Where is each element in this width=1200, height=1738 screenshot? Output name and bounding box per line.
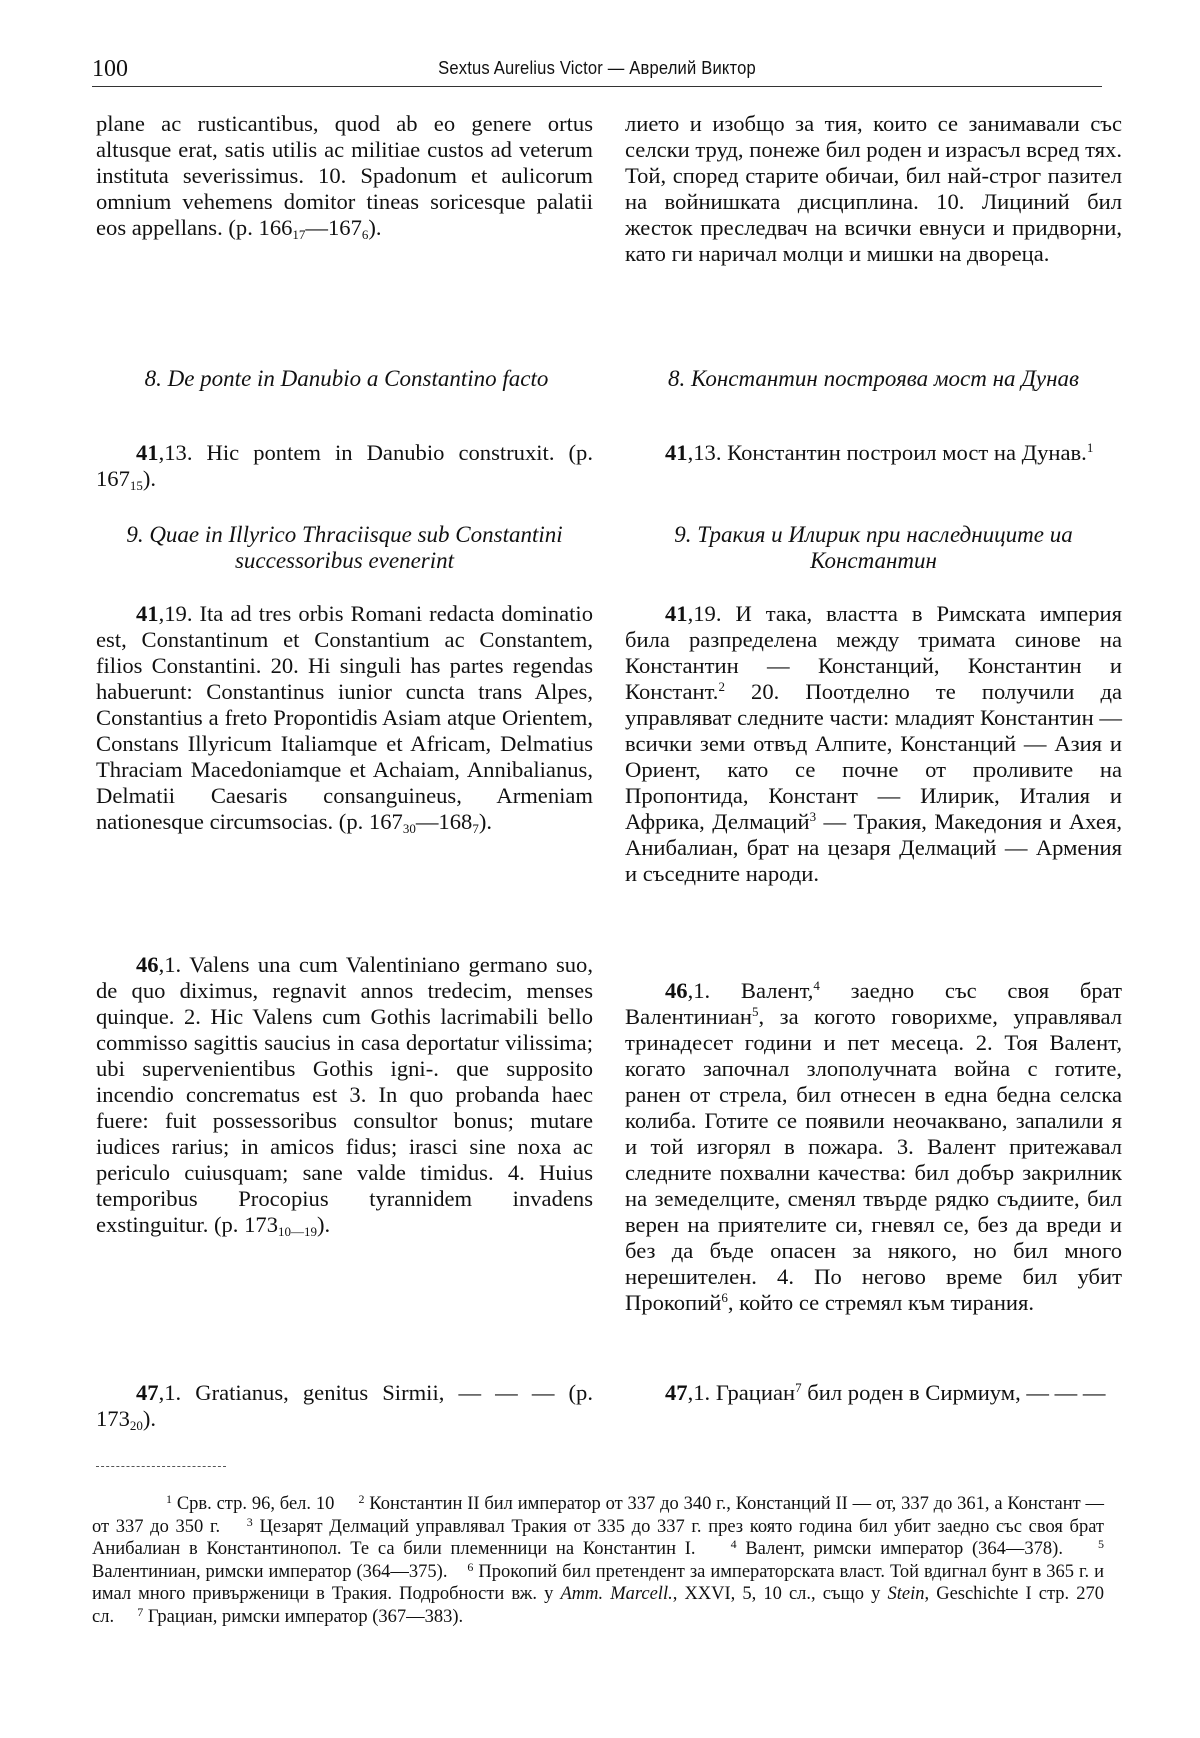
subscript: 7 — [472, 821, 479, 836]
chapter-ref: 41 — [665, 440, 688, 465]
bulgarian-section-8-paragraph — [625, 440, 1122, 466]
text: ,1. Gratianus, genitus Sirmii, — — — (p. 173 — [96, 1380, 593, 1431]
text: ). — [142, 1406, 157, 1431]
text: бил роден в Сирмиум, — — — — [801, 1380, 1106, 1405]
footnote-4: Валент, римски император (364—378). — [736, 1539, 1063, 1559]
subscript: 30 — [402, 821, 416, 836]
heading-text: 8. De ponte in Danubio a Constantino facto — [144, 366, 549, 391]
subscript: 10—19 — [278, 1224, 317, 1239]
text: ,1. Valens una cum Valentiniano germano suo, de quo diximus, regnavit annos tredecim, menses quinque. 2. Hic Valens cum Gothis lacrimabili bello commisso sagittis saucius in casa deportatur vilissima; ubi supervenientibus Gothis igni-. que supposito incendio concrematus est 3. In quo probanda haec fuere: fuit possessoribus consultor bonus; mutare iudices rarius; in amicos fidus; irasci sine noxa ac periculo cuiusquam; sane valde timidus. 4. Huius temporibus Procopius tyrannidem invadens exstinguitur. (p. 173 — [96, 952, 593, 1237]
subscript: 6 — [361, 227, 369, 242]
footnote-marker[interactable]: 6 — [721, 1290, 728, 1305]
footnote-separator — [96, 1466, 226, 1467]
chapter-ref: 47 — [136, 1380, 159, 1405]
chapter-ref: 47 — [665, 1380, 688, 1405]
footnote-marker[interactable]: 3 — [809, 809, 817, 824]
footnote-marker[interactable]: 2 — [718, 679, 725, 694]
bulgarian-section-8-heading — [625, 366, 1122, 392]
footnote-number: 6 — [467, 1559, 474, 1574]
footnote-number: 4 — [730, 1537, 737, 1551]
text: 20. Поотделно те получили да управляват следните части: младият Константин — всички земи отвъд Алпите, Констанций — Азия и Ориент, като се почне от проливите на Пропонтида, Констант — Илирик, Италия и Африка, Делмаций — [625, 679, 1122, 834]
latin-section-9-heading — [96, 522, 593, 574]
chapter-ref: 41 — [136, 601, 159, 626]
footnote-number: 2 — [358, 1492, 365, 1506]
text: лието и изобщо за тия, които се занимавали със селски труд, понеже бил роден и израсъл всред тях. Той, според старите обичаи, бил най-строг пазител на войнишката дисциплина. 10. Лициний бил жесток преследвач на всички евнуси и придворни, като ги наричал молци и мишки на двореца. — [625, 111, 1122, 266]
citation-title: Amm. Marcell. — [560, 1584, 673, 1604]
text: , за когото говорихме, управлявал тринадесет години и пет месеца. 2. Тоя Валент, когато започнал злополучната война с готите, ранен от стрела, бил отнесен в една бедна селска колиба. Готите се появили неочаквано, запалили я и той изгорял в пожара. 3. Валент притежавал следните похвални качества: бил добър закрилник на земеделците, сменял твърде рядко съдиите, бил верен на приятелите си, гневял се, без да вреди и без да бъде опасен за някого, но бил много нерешителен. 4. По негово време бил убит Прокопий — [625, 1004, 1122, 1315]
heading-text: 9. Тракия и Илирик при наследниците иа Константин — [674, 522, 1073, 573]
chapter-ref: 46 — [136, 952, 159, 977]
footnote-marker[interactable]: 4 — [813, 978, 820, 993]
text: — Тракия, Македония и Ахея, Анибалиан, брат на цезаря Делмаций — Армения и съседните народи. — [625, 809, 1122, 886]
chapter-ref: 46 — [665, 978, 688, 1003]
footnote-2: Константин II бил император от 337 до 340 г., Констанций II — от, 337 до 361, а Констант — от 337 до 350 г. — [92, 1494, 1105, 1537]
bulgarian-chapter-46-paragraph — [625, 978, 1122, 1316]
footnote-marker[interactable]: 1 — [1086, 440, 1094, 455]
subscript: 15 — [129, 478, 143, 493]
text: ,19. И така, властта в Римската империя била разпределена между тримата синове на Константин — Констанций, Константин и Констант. — [625, 601, 1122, 704]
latin-section-8-paragraph — [96, 440, 593, 492]
footnote-6-cont: , Geschichte I стр. 270 сл. — [92, 1584, 1104, 1627]
text: plane ac rusticantibus, quod ab eo genere ortus altusque erat, satis utilis ac militiae custos ad veterum instituta severissimus. 10. Spadonum et aulicorum omnium vehemens domitor tineas soricesque palatii eos appellans. (p. — [96, 111, 593, 240]
footnote-number: 7 — [137, 1604, 144, 1619]
bulgarian-section-9-heading — [625, 522, 1122, 574]
latin-chapter-46-paragraph — [96, 952, 593, 1238]
text: —167 — [305, 215, 362, 240]
heading-text: 9. Quae in Illyrico Thraciisque sub Constantini successoribus evenerint — [126, 522, 563, 573]
text: 166 — [258, 215, 293, 240]
footnotes — [92, 1493, 1104, 1628]
text: ). — [368, 215, 382, 240]
text: заедно със своя брат Валентиниан — [625, 978, 1122, 1029]
subscript: 20 — [129, 1418, 143, 1433]
footnote-6: Прокопий бил претендент за императорската власт. Той вдигнал бунт в 365 г. и имал много привърженици в Тракия. Подробности вж. у — [92, 1561, 1105, 1604]
footnote-number: 1 — [166, 1492, 172, 1506]
text: ,19. Ita ad tres orbis Romani redacta dominatio est, Constantinum et Constantium ac Constantem, filios Constantini. 20. Hi singuli has partes regendas habuerunt: Constantinus iunior cuncta trans Alpes, Constantius a freto Propontidis Asiam atque Orientem, Constans Illyricum Italiamque et Africam, Delmatius Thraciam Macedoniamque et Achaiam, Annibalianus, Delmatii Caesaris consanguineus, Armeniam nationesque circumsocias. (p. 167 — [96, 601, 593, 834]
footnote-5: Валентиниан, римски император (364—375). — [92, 1561, 448, 1582]
footnote-7: Грациан, римски император (367—383). — [143, 1606, 464, 1627]
latin-column — [96, 0, 593, 1460]
footnote-6-cont: , XXVI, 5, 10 сл., също у — [672, 1584, 888, 1604]
footnote-1: Срв. стр. 96, бел. 10 — [172, 1494, 335, 1514]
bulgarian-section-9-paragraph — [625, 601, 1122, 887]
citation-author: Stein — [887, 1584, 925, 1604]
footnote-3: Цезарят Делмаций управлявал Тракия от 335 до 337 г. през която година бил убит заедно със своя брат Анибалиан в Константинопол. Те са били племенници на Константин I. — [92, 1516, 1105, 1559]
text: ). — [478, 809, 492, 834]
text: ,1. Грациан — [687, 1380, 796, 1405]
footnote-number: 3 — [246, 1514, 253, 1529]
bulgarian-chapter-47-paragraph — [625, 1380, 1122, 1406]
bulgarian-intro-paragraph — [625, 111, 1122, 267]
footnote-block — [92, 1493, 1104, 1628]
chapter-ref: 41 — [665, 601, 688, 626]
latin-intro-paragraph — [96, 111, 593, 241]
footnote-marker[interactable]: 5 — [751, 1004, 759, 1019]
latin-section-8-heading — [96, 366, 597, 392]
subscript: 17 — [292, 227, 306, 242]
latin-section-9-paragraph — [96, 601, 593, 835]
page-number: 100 — [92, 56, 128, 82]
bulgarian-column — [625, 0, 1122, 1460]
text: —168 — [415, 809, 473, 834]
heading-text: 8. Константин построява мост на Дунав — [667, 366, 1079, 391]
footnote-number: 5 — [1098, 1537, 1104, 1551]
chapter-ref: 41 — [136, 440, 159, 465]
running-title: Sextus Aurelius Victor — Аврелий Виктор — [438, 58, 756, 78]
text: ,13. Hic pontem in Danubio construxit. (p. 167 — [96, 440, 593, 491]
text: ). — [142, 466, 157, 491]
text: ). — [317, 1212, 331, 1237]
text: , който се стремял към тирания. — [727, 1290, 1035, 1315]
text: ,13. Константин построил мост на Дунав. — [687, 440, 1087, 465]
footnote-marker[interactable]: 7 — [795, 1380, 802, 1395]
latin-chapter-47-paragraph — [96, 1380, 593, 1432]
text: ,1. Валент, — [687, 978, 814, 1003]
